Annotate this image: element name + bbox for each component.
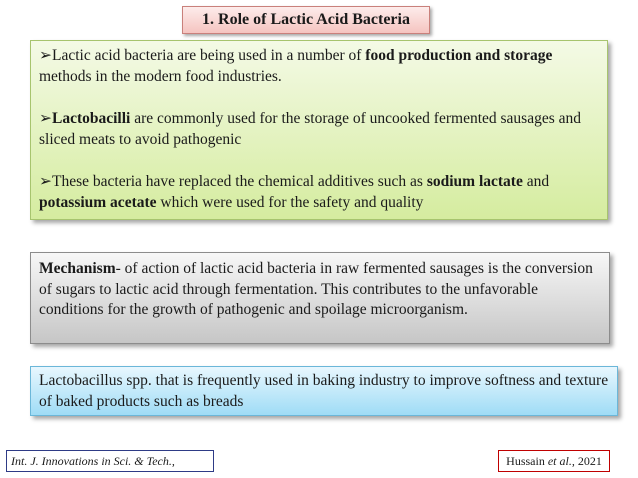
- lactic-acid-uses-box: [30, 40, 608, 220]
- bold-lactobacilli: Lactobacilli: [52, 110, 131, 127]
- mechanism-box: [30, 252, 610, 344]
- journal-citation: Int. J. Innovations in Sci. & Tech.,: [6, 450, 214, 472]
- baking-text: Lactobacillus spp. that is frequently used in baking industry to improve softness and texture of baked products such as breads: [39, 372, 609, 410]
- bold-food-production: food production and storage: [365, 47, 553, 64]
- mechanism-text: - of action of lactic acid bacteria in raw fermented sausages is the conversion of sugars to lactic acid through fermentation. This contributes to the unfavorable conditions for the growth of pathogenic and spoilage microorganism.: [39, 260, 593, 318]
- bullet-food-production: ➢Lactic acid bacteria are being used in a number of food production and storage methods in the modern food industries.: [39, 47, 553, 85]
- bullet-chemical-additives: ➢These bacteria have replaced the chemical additives such as sodium lactate and potassium acetate which were used for the safety and quality: [39, 173, 550, 211]
- bold-sodium-lactate: sodium lactate: [426, 173, 523, 190]
- bold-potassium-acetate: potassium acetate: [39, 194, 157, 211]
- bullet-lactobacilli: ➢Lactobacilli are commonly used for the storage of uncooked fermented sausages and sliced meats to avoid pathogenic: [39, 110, 581, 148]
- baking-industry-box: [30, 366, 618, 416]
- author-citation: Hussain et al., 2021: [498, 450, 610, 472]
- arrow-bullet-icon: ➢: [39, 47, 52, 64]
- arrow-bullet-icon: ➢: [39, 173, 52, 190]
- mechanism-label: Mechanism: [39, 260, 116, 277]
- arrow-bullet-icon: ➢: [39, 110, 52, 127]
- et-al: et al.,: [547, 454, 575, 468]
- slide-title: 1. Role of Lactic Acid Bacteria: [182, 6, 430, 34]
